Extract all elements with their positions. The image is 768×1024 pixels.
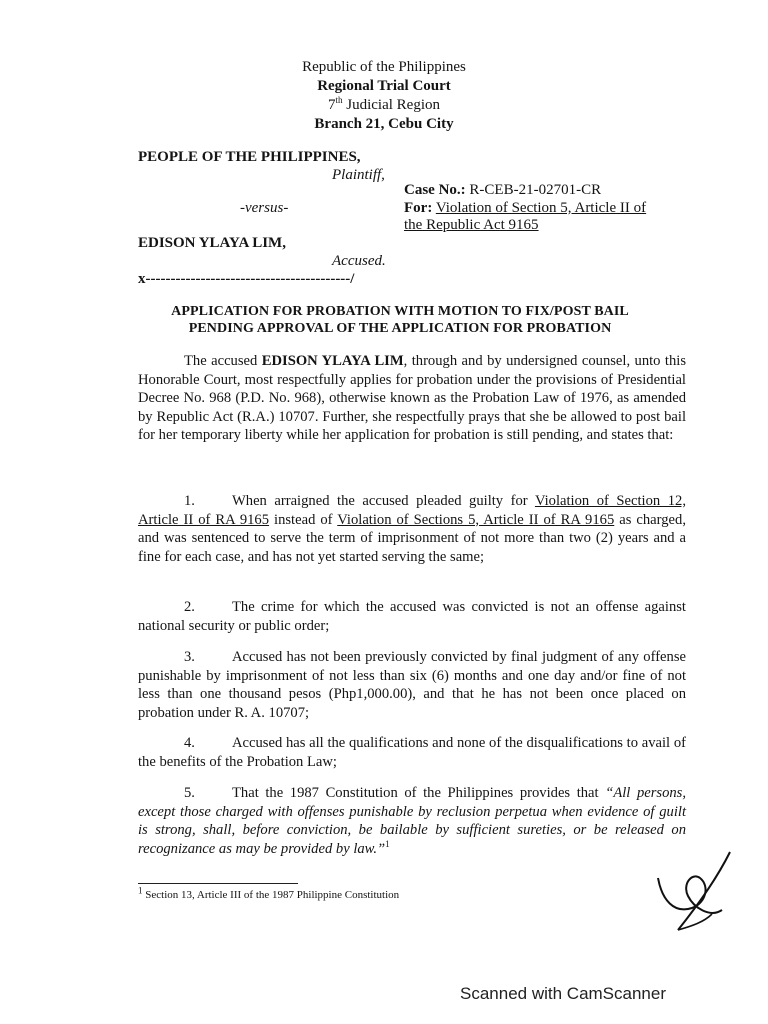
paragraph-3 (138, 648, 686, 722)
title-line-1: APPLICATION FOR PROBATION WITH MOTION TO FIX/POST BAIL (171, 304, 629, 319)
court-header (0, 58, 768, 134)
paragraph-5-quote: “All persons, except those charged with offenses punishable by reclusion perpetua when evidence of guilt is strong, shall, before conviction, be bailable by sufficient sureties, or be released on recognizance as may be provided by law.” (138, 785, 687, 857)
footnote-mark: 1 (138, 885, 143, 896)
accused-name: EDISON YLAYA LIM, (138, 235, 286, 251)
case-number-label: Case No.: (404, 182, 466, 198)
paragraph-1 (138, 492, 686, 566)
document-title (130, 303, 670, 337)
paragraph-1-text-c: as charged, and was sentenced to serve the term of imprisonment of not more than two (2) years and a fine for each case, and has not yet started serving the same; (138, 511, 686, 565)
paragraph-1-number: 1. (184, 493, 195, 509)
paragraph-1-charge-original: Violation of Sections 5, Article II of RA 9165 (337, 511, 615, 528)
footnote (138, 885, 400, 902)
intro-accused-name: EDISON YLAYA LIM (261, 353, 404, 369)
intro-pre: The accused (184, 353, 262, 369)
paragraph-1-text-a: When arraigned the accused pleaded guilty for (232, 493, 535, 509)
paragraph-5 (138, 784, 686, 858)
region-number: 7 (327, 97, 336, 113)
accused-role: Accused. (332, 253, 386, 269)
paragraph-2-text: The crime for which the accused was convicted is not an offense against national security or public order; (138, 599, 686, 634)
intro-paragraph (138, 352, 686, 445)
paragraph-3-number: 3. (184, 649, 195, 665)
footnote-divider (138, 883, 298, 884)
footnote-reference: 1 (385, 838, 390, 849)
case-charge-line1: Violation of Section 5, Article II of (435, 200, 647, 216)
case-charge-label: For: (404, 200, 433, 216)
scanner-watermark: Scanned with CamScanner (460, 984, 667, 1003)
region-label: Judicial Region (342, 97, 440, 113)
caption-separator: x-----------------------------------------/ (138, 271, 355, 287)
case-charge-line2: the Republic Act 9165 (404, 217, 539, 233)
footnote-text: Section 13, Article III of the 1987 Philippine Constitution (142, 889, 400, 901)
signature-mark (648, 848, 738, 938)
title-line-2: PENDING APPROVAL OF THE APPLICATION FOR PROBATION (188, 321, 612, 336)
case-number (404, 181, 601, 200)
paragraph-1-charge-pleaded: Violation of Section 12, Article II of RA 9165 (138, 493, 686, 528)
court-line-region (0, 96, 768, 115)
paragraph-1-text-b: instead of (269, 511, 338, 528)
paragraph-4-number: 4. (184, 735, 195, 751)
paragraph-2-number: 2. (184, 599, 195, 615)
paragraph-5-text: That the 1987 Constitution of the Philippines provides that (232, 785, 606, 801)
case-number-value: R-CEB-21-02701-CR (465, 182, 602, 198)
paragraph-4-text: Accused has all the qualifications and none of the disqualifications to avail of the benefits of the Probation Law; (138, 735, 686, 770)
paragraph-2 (138, 598, 686, 635)
intro-body: , through and by undersigned counsel, unto this Honorable Court, most respectfully applies for probation under the provisions of Presidential Decree No. 968 (P.D. No. 968), otherwise known as the Probation Law of 1976, as amended by Republic Act (R.A.) 10707. Further, she respectfully prays that she be allowed to post bail for her temporary liberty while her application for probation is still pending, and states that: (138, 353, 686, 443)
paragraph-3-text: Accused has not been previously convicted by final judgment of any offense punishable by imprisonment of not less than six (6) months and one day and/or fine of not less than one thousand pesos (Php1,000.00), and that he has not been once placed on probation under R. A. 10707; (138, 649, 686, 721)
court-line-republic: Republic of the Philippines (302, 59, 466, 75)
paragraph-5-number: 5. (184, 785, 195, 801)
versus-label: -versus- (240, 200, 289, 216)
court-line-rtc: Regional Trial Court (317, 78, 451, 94)
plaintiff-role: Plaintiff, (332, 167, 385, 183)
plaintiff-name: PEOPLE OF THE PHILIPPINES, (138, 149, 361, 165)
region-suffix: th (335, 95, 343, 105)
paragraph-4 (138, 734, 686, 771)
court-line-branch: Branch 21, Cebu City (314, 116, 454, 132)
